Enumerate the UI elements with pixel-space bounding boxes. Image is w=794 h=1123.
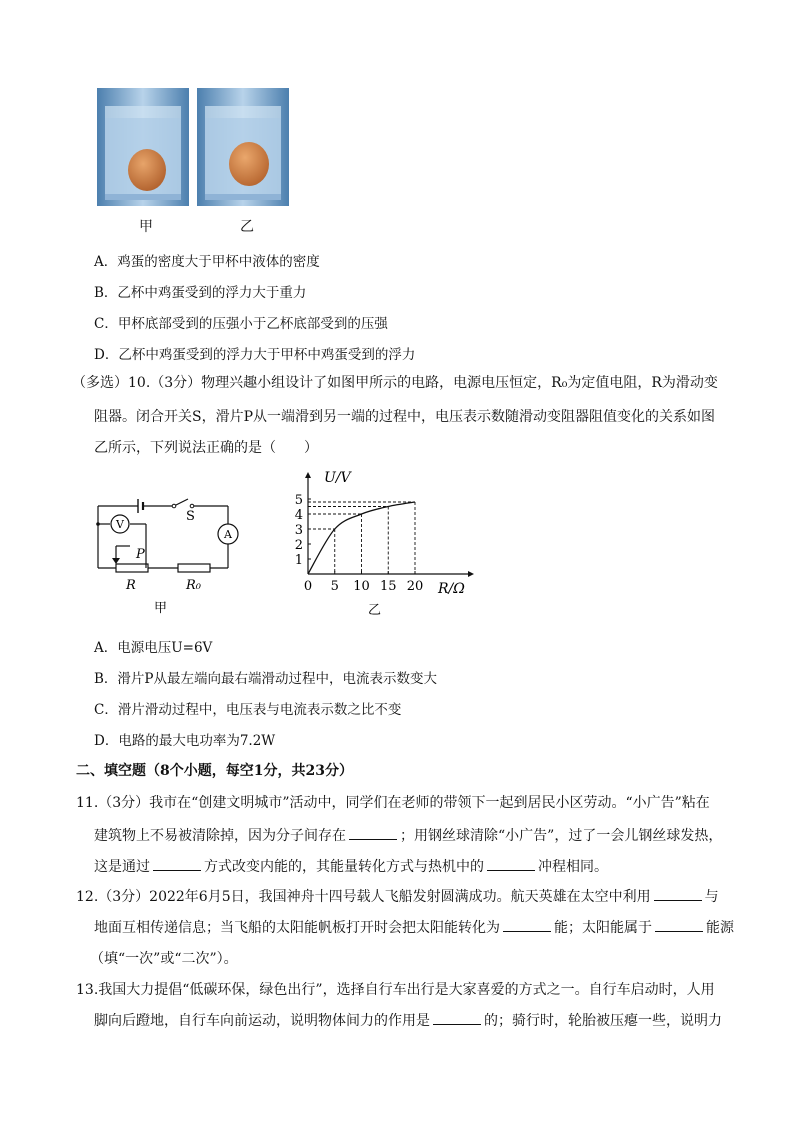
q11-text-a: 建筑物上不易被清除掉，因为分子间存在 — [94, 828, 346, 844]
voltage-resistance-chart — [290, 462, 490, 622]
chart-x-tick-label: 10 — [353, 579, 370, 594]
q9-option-b: B．乙杯中鸡蛋受到的浮力大于重力 — [94, 285, 307, 301]
q10-option-a: A．电源电压U=6V — [94, 640, 213, 656]
chart-x-tick-label: 5 — [330, 579, 339, 594]
slider-label: P — [136, 547, 145, 562]
chart-y-tick-label: 5 — [294, 493, 303, 508]
q10-option-b: B．滑片P从最左端向最右端滑动过程中，电流表示数变大 — [94, 671, 438, 687]
q11-blank-1[interactable] — [349, 827, 397, 840]
section-2-title: 二、填空题（8个小题，每空1分，共23分） — [76, 763, 353, 779]
chart-y-tick-label: 4 — [294, 508, 303, 523]
q11-blank-3[interactable] — [487, 858, 535, 871]
q11-text-c: 这是通过 — [94, 859, 150, 875]
chart-x-tick-label: 20 — [406, 579, 424, 594]
q11-line2 — [94, 825, 722, 845]
q11-line1: 11.（3分）我市在“创建文明城市”活动中，同学们在老师的带领下一起到居民小区劳动。“小广告”粘在 — [76, 795, 710, 811]
q9-option-a: A．鸡蛋的密度大于甲杯中液体的密度 — [94, 254, 320, 270]
q13-text-b: 的；骑行时，轮胎被压瘪一些，说明力 — [484, 1013, 722, 1029]
q13-line2 — [94, 1010, 722, 1030]
chart-x-tick-label: 15 — [379, 579, 397, 594]
q12-text-d: 能；太阳能属于 — [554, 920, 652, 936]
circuit-diagram — [88, 488, 248, 618]
circuit-caption: 甲 — [154, 601, 168, 616]
chart-y-axis-label: U/V — [324, 470, 351, 486]
voltmeter-symbol: V — [116, 518, 124, 531]
beaker-right-image — [197, 88, 289, 206]
chart-y-axis-arrow — [305, 472, 311, 478]
q10-option-d: D．电路的最大电功率为7.2W — [94, 733, 276, 749]
q10-line3: 乙所示，下列说法正确的是（ ） — [94, 440, 318, 456]
chart-y-tick-label: 3 — [294, 523, 303, 538]
switch-label: S — [186, 509, 195, 524]
chart-x-axis-arrow — [468, 571, 474, 577]
q12-text-b: 与 — [704, 889, 719, 905]
q12-line2 — [94, 917, 734, 937]
resistor-label: R₀ — [186, 578, 201, 593]
q12-blank-1[interactable] — [654, 888, 702, 901]
figure-label-yi: 乙 — [240, 219, 254, 235]
q11-text-e: 冲程相同。 — [538, 859, 608, 875]
q12-text-a: 12.（3分）2022年6月5日，我国神舟十四号载人飞船发射圆满成功。航天英雄在太空中利用 — [76, 889, 651, 905]
chart-y-tick-label: 1 — [294, 553, 303, 568]
q12-text-e: 能源 — [706, 920, 734, 936]
q13-line1: 13.我国大力提倡“低碳环保，绿色出行”，选择自行车出行是大家喜爱的方式之一。自行车启动时，人用 — [76, 982, 715, 998]
q11-line3 — [94, 856, 608, 876]
beaker-left-image — [97, 88, 189, 206]
ammeter-symbol: A — [224, 528, 232, 541]
q12-blank-2[interactable] — [503, 919, 551, 932]
q12-line1 — [76, 886, 719, 906]
q11-text-d: 方式改变内能的，其能量转化方式与热机中的 — [204, 859, 484, 875]
figure-label-jia: 甲 — [139, 219, 153, 235]
q13-text-a: 脚向后蹬地，自行车向前运动，说明物体间力的作用是 — [94, 1013, 430, 1029]
q12-line3: （填“一次”或“二次”）。 — [90, 951, 238, 967]
q13-blank-1[interactable] — [433, 1012, 481, 1025]
q11-text-b: ；用钢丝球清除“小广告”，过了一会儿钢丝球发热， — [400, 828, 723, 844]
q10-line1: （多选）10.（3分）物理兴趣小组设计了如图甲所示的电路，电源电压恒定，R₀为定值电阻，R为滑动变 — [72, 375, 718, 391]
q12-text-c: 地面互相传递信息；当飞船的太阳能帆板打开时会把太阳能转化为 — [94, 920, 500, 936]
q9-option-c: C．甲杯底部受到的压强小于乙杯底部受到的压强 — [94, 316, 388, 332]
chart-x-tick-label: 0 — [303, 579, 313, 594]
q10-line2: 阻器。闭合开关S，滑片P从一端滑到另一端的过程中，电压表示数随滑动变阻器阻值变化的关系如图 — [94, 409, 716, 425]
q11-blank-2[interactable] — [153, 858, 201, 871]
q12-blank-3[interactable] — [655, 919, 703, 932]
q9-option-d: D．乙杯中鸡蛋受到的浮力大于甲杯中鸡蛋受到的浮力 — [94, 347, 416, 363]
rheostat-label: R — [126, 578, 136, 593]
chart-caption: 乙 — [368, 603, 382, 618]
chart-y-tick-label: 2 — [294, 538, 303, 553]
chart-series-line — [308, 502, 415, 574]
chart-x-axis-label: R/Ω — [438, 581, 465, 597]
q10-option-c: C．滑片滑动过程中，电压表与电流表示数之比不变 — [94, 702, 402, 718]
